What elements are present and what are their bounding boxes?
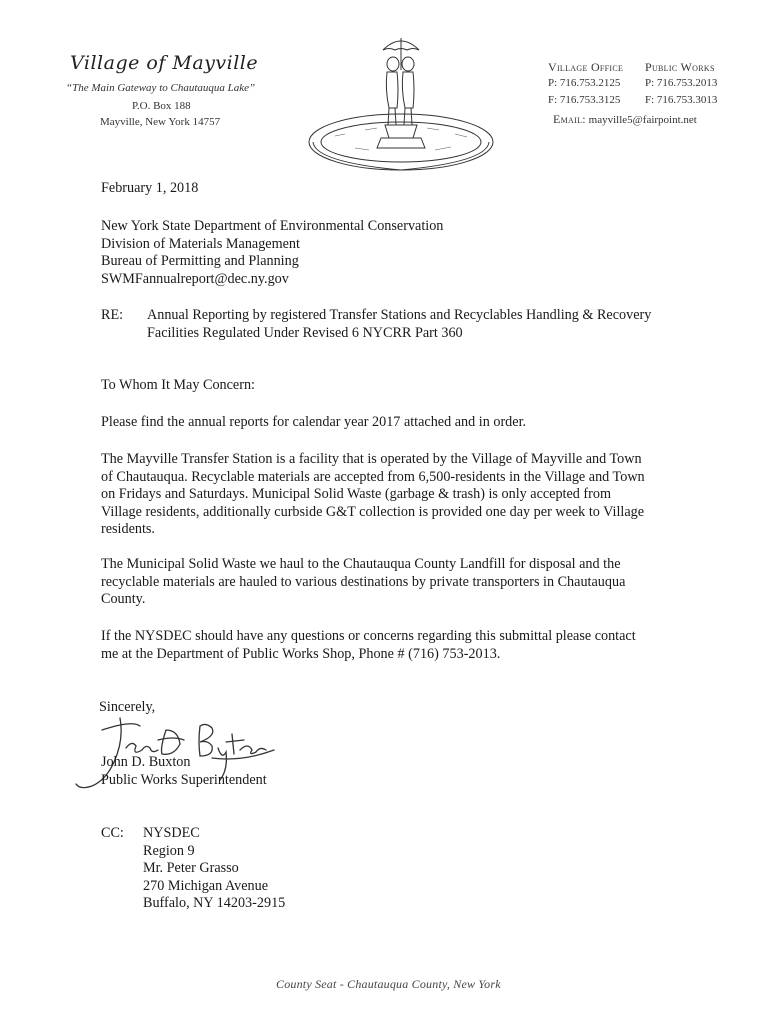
- paragraph-line: The Municipal Solid Waste we haul to the Chautauqua County Landfill for disposal and the: [101, 556, 621, 572]
- recipient-line: Bureau of Permitting and Planning: [101, 253, 299, 269]
- paragraph-line: me at the Department of Public Works Shop, Phone # (716) 753-2013.: [101, 645, 501, 662]
- cc-line: Region 9: [143, 842, 195, 859]
- paragraph-line: of Chautauqua. Recyclable materials are accepted from 6,500-residents in the Village and Town: [101, 468, 645, 485]
- cc-recipient: [143, 825, 285, 913]
- footer-text: County Seat - Chautauqua County, New York: [276, 977, 501, 991]
- signer-title: Public Works Superintendent: [101, 771, 267, 788]
- village-name: Village of Mayville: [70, 52, 259, 74]
- greeting: To Whom It May Concern:: [101, 377, 255, 393]
- cc-line: Mr. Peter Grasso: [143, 860, 239, 876]
- public-works-heading: Public Works: [645, 60, 715, 74]
- email-address: mayville5@fairpoint.net: [588, 114, 697, 126]
- email-line: [553, 112, 697, 127]
- recipient-email: SWMFannualreport@dec.ny.gov: [101, 270, 289, 287]
- closing: Sincerely,: [99, 699, 156, 715]
- cc-line: Buffalo, NY 14203-2915: [143, 895, 286, 911]
- re-subject: [147, 307, 707, 342]
- email-label: Email:: [553, 112, 586, 126]
- village-city: Mayville, New York 14757: [100, 116, 221, 128]
- village-office-phone: P: 716.753.2125: [548, 77, 621, 89]
- paragraph-1: [101, 414, 691, 432]
- paragraph-line: on Fridays and Saturdays. Municipal Solid Waste (garbage & trash) is only accepted from: [101, 486, 612, 502]
- po-box: P.O. Box 188: [132, 100, 191, 112]
- fountain-logo-icon: [305, 30, 497, 175]
- cc-label: CC:: [101, 825, 124, 841]
- re-line: Facilities Regulated Under Revised 6 NYCRR Part 360: [147, 324, 463, 341]
- paragraph-3: [101, 556, 691, 609]
- paragraph-4: [101, 628, 691, 663]
- letter-date: February 1, 2018: [101, 180, 199, 196]
- paragraph-line: If the NYSDEC should have any questions or concerns regarding this submittal please contact: [101, 628, 636, 644]
- paragraph-line: recyclable materials are hauled to various destinations by private transporters in Chautauqua: [101, 573, 626, 590]
- paragraph-line: County.: [101, 591, 146, 607]
- public-works-fax: F: 716.753.3013: [645, 94, 718, 106]
- recipient-line: New York State Department of Environmental Conservation: [101, 218, 444, 234]
- paragraph-line: Please find the annual reports for calendar year 2017 attached and in order.: [101, 414, 527, 430]
- signer-block: [101, 754, 267, 789]
- village-tagline: “The Main Gateway to Chautauqua Lake”: [66, 82, 256, 94]
- public-works-phone: P: 716.753.2013: [645, 77, 718, 89]
- village-office-fax: F: 716.753.3125: [548, 94, 621, 106]
- cc-line: NYSDEC: [143, 825, 200, 841]
- re-label: RE:: [101, 307, 124, 323]
- paragraph-2: [101, 451, 691, 539]
- signer-name: John D. Buxton: [101, 754, 191, 770]
- recipient-line: Division of Materials Management: [101, 235, 300, 252]
- paragraph-line: The Mayville Transfer Station is a facility that is operated by the Village of Mayville and Town: [101, 451, 642, 467]
- paragraph-line: Village residents, additionally curbside G&T collection is provided one day per week to Village: [101, 503, 645, 520]
- cc-line: 270 Michigan Avenue: [143, 877, 269, 894]
- paragraph-line: residents.: [101, 521, 155, 537]
- village-office-heading: Village Office: [548, 60, 624, 74]
- recipient-address: [101, 218, 443, 288]
- re-line: Annual Reporting by registered Transfer Stations and Recyclables Handling & Recovery: [147, 307, 652, 323]
